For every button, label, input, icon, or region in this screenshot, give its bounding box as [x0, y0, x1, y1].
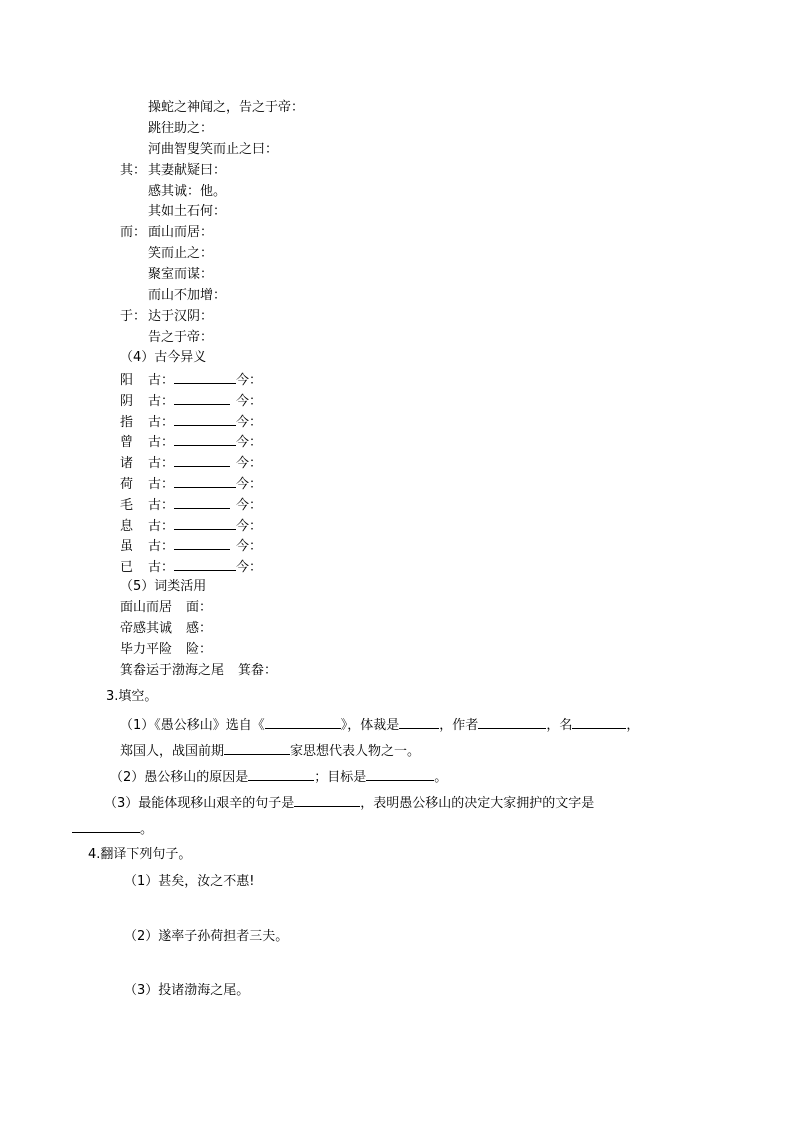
fill-text: 郑国人，战国前期 [120, 744, 225, 759]
gu-label: 古： [148, 477, 175, 492]
qi-label: 其： [120, 163, 147, 178]
gujin-row [120, 412, 262, 430]
question-3-title: 3.填空。 [106, 689, 158, 704]
gu-blank[interactable] [174, 391, 230, 405]
gujin-char: 荷 [120, 477, 134, 492]
gu-blank[interactable] [174, 370, 236, 384]
gu-label: 古： [148, 560, 175, 575]
translate-item: （1）甚矣，汝之不惠! [124, 874, 255, 889]
gujin-char: 虽 [120, 539, 134, 554]
yu-group-first [120, 308, 213, 326]
gu-blank[interactable] [174, 412, 236, 426]
jin-label: 今： [236, 394, 263, 409]
fill-line-5 [72, 819, 153, 837]
translate-item: （2）遂率子孙荷担者三夫。 [124, 929, 289, 944]
fill-blank[interactable] [572, 715, 626, 729]
fill-line-3 [110, 767, 447, 785]
gu-blank[interactable] [174, 432, 236, 446]
fill-text: 家思想代表人物之一。 [290, 744, 421, 759]
fill-blank[interactable] [399, 715, 439, 729]
gujin-row [120, 516, 262, 534]
fill-text: ， [626, 718, 640, 733]
jin-label: 今： [236, 477, 263, 492]
fill-text: （2）愚公移山的原因是 [110, 770, 249, 785]
gujin-char: 曾 [120, 435, 134, 450]
gujin-row [120, 495, 262, 513]
usage-line: 操蛇之神闻之，告之于帝： [148, 100, 305, 115]
gu-label: 古： [148, 415, 175, 430]
section-5-title: （5）词类活用 [120, 579, 207, 594]
gujin-char: 息 [120, 519, 134, 534]
fill-text: ；目标是 [314, 770, 367, 785]
jin-label: 今： [236, 539, 263, 554]
huoyong-word: 箕畚： [238, 663, 278, 678]
huoyong-row [120, 599, 212, 617]
gujin-char: 毛 [120, 498, 134, 513]
huoyong-phrase: 帝感其诚 [120, 621, 173, 636]
fill-text: 。 [434, 770, 448, 785]
usage-line: 告之于帝： [148, 330, 214, 345]
huoyong-word: 面： [186, 600, 213, 615]
yu-label: 于： [120, 309, 147, 324]
huoyong-phrase: 箕畚运于渤海之尾 [120, 663, 225, 678]
gujin-row [120, 370, 262, 388]
fill-text: ，名 [546, 718, 573, 733]
fill-text: （1）《愚公移山》选自《 [120, 718, 265, 733]
fill-blank[interactable] [248, 767, 314, 781]
question-4-title: 4.翻译下列句子。 [88, 847, 192, 862]
usage-line: 而山不加增： [148, 288, 227, 303]
usage-text: 其妻献疑曰： [148, 163, 227, 178]
translate-item: （3）投诸渤海之尾。 [124, 983, 250, 998]
fill-blank[interactable] [294, 793, 360, 807]
fill-blank[interactable] [224, 741, 290, 755]
usage-line: 河曲智叟笑而止之曰： [148, 142, 279, 157]
jin-label: 今： [236, 435, 263, 450]
jin-label: 今： [236, 456, 263, 471]
gu-blank[interactable] [174, 474, 236, 488]
usage-line: 其如土石何： [148, 204, 227, 219]
jin-label: 今： [236, 498, 263, 513]
usage-text: 面山而居： [148, 225, 214, 240]
usage-line: 感其诚：他。 [148, 184, 227, 199]
huoyong-word: 感： [186, 621, 213, 636]
jin-label: 今： [236, 519, 263, 534]
gu-label: 古： [148, 498, 175, 513]
fill-text: 》，体裁是 [340, 718, 400, 733]
huoyong-row [120, 620, 212, 638]
gu-blank[interactable] [174, 516, 236, 530]
gu-blank[interactable] [174, 557, 236, 571]
gujin-row [120, 536, 262, 554]
gujin-char: 已 [120, 560, 134, 575]
fill-blank[interactable] [366, 767, 434, 781]
usage-line: 跳往助之： [148, 121, 214, 136]
gu-blank[interactable] [174, 453, 230, 467]
section-4-title: （4）古今异义 [120, 350, 207, 365]
gujin-char: 阳 [120, 373, 134, 388]
gujin-char: 指 [120, 415, 134, 430]
gujin-row [120, 453, 262, 471]
fill-line-4 [104, 793, 594, 811]
huoyong-row [120, 641, 212, 659]
gujin-row [120, 474, 262, 492]
fill-text: ，作者 [439, 718, 479, 733]
gujin-row [120, 432, 262, 450]
gu-label: 古： [148, 539, 175, 554]
jin-label: 今： [236, 560, 263, 575]
fill-text: 。 [140, 822, 154, 837]
gujin-row [120, 557, 262, 575]
huoyong-word: 险： [186, 642, 213, 657]
gu-label: 古： [148, 373, 175, 388]
gu-label: 古： [148, 394, 175, 409]
huoyong-phrase: 毕力平险 [120, 642, 173, 657]
fill-text: （3）最能体现移山艰辛的句子是 [104, 796, 295, 811]
fill-blank[interactable] [72, 819, 140, 833]
gujin-char: 阴 [120, 394, 134, 409]
huoyong-phrase: 面山而居 [120, 600, 173, 615]
jin-label: 今： [236, 415, 263, 430]
gu-blank[interactable] [174, 536, 230, 550]
usage-line: 聚室而谋： [148, 267, 214, 282]
fill-line-2 [120, 741, 420, 759]
gu-label: 古： [148, 519, 175, 534]
gu-label: 古： [148, 456, 175, 471]
qi-group-first [120, 162, 226, 180]
usage-text: 达于汉阴： [148, 309, 214, 324]
fill-text: ，表明愚公移山的决定大家拥护的文字是 [360, 796, 595, 811]
fill-line-1 [120, 715, 639, 733]
gu-label: 古： [148, 435, 175, 450]
gujin-char: 诸 [120, 456, 134, 471]
gujin-row [120, 391, 262, 409]
er-group-first [120, 224, 213, 242]
jin-label: 今： [236, 373, 263, 388]
huoyong-row [120, 662, 277, 680]
gu-blank[interactable] [174, 495, 230, 509]
usage-line: 笑而止之： [148, 246, 214, 261]
er-label: 而： [120, 225, 147, 240]
fill-blank[interactable] [265, 715, 341, 729]
fill-blank[interactable] [478, 715, 546, 729]
